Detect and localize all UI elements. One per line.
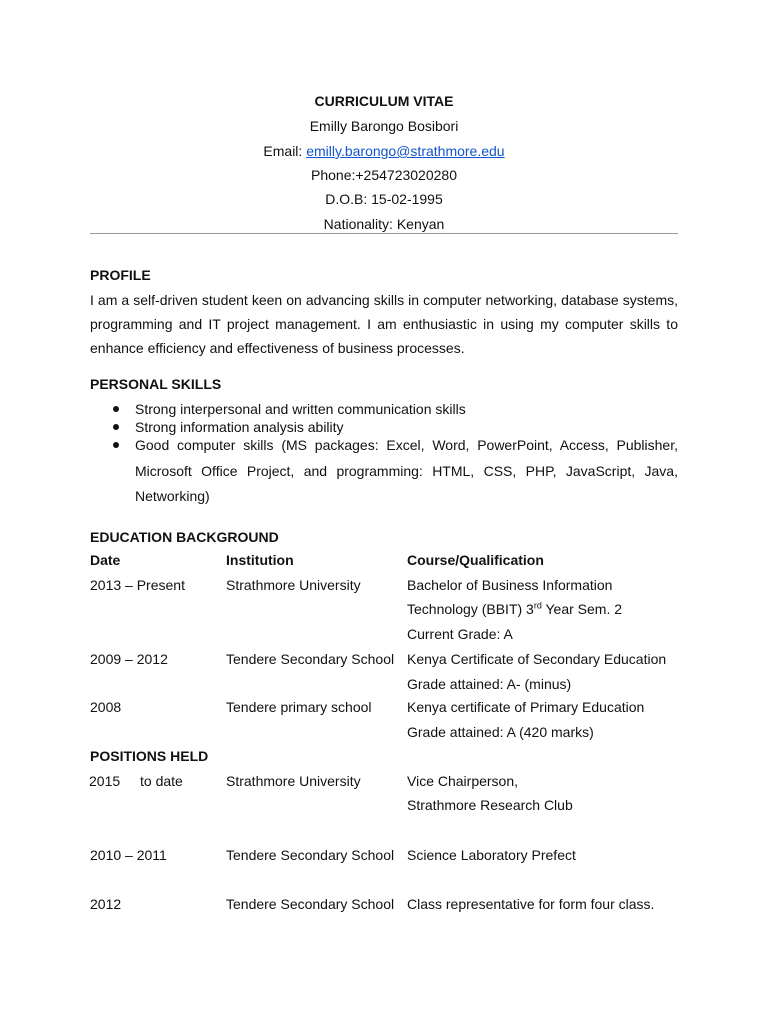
- edu-course: Kenya Certificate of Secondary Education: [407, 651, 667, 667]
- position-institution: Tendere Secondary School: [226, 896, 395, 912]
- skill-item: Strong information analysis ability: [135, 419, 344, 435]
- email-line: [0, 142, 768, 160]
- nationality-line: Nationality: Kenyan: [323, 216, 445, 232]
- phone-line: Phone:+254723020280: [311, 167, 457, 183]
- profile-line-2: programming and IT project management. I am enthusiastic in using my computer skills to: [90, 316, 678, 332]
- profile-heading: PROFILE: [90, 267, 151, 283]
- position-role: Vice Chairperson,: [407, 773, 519, 789]
- edu-course: Kenya certificate of Primary Education: [407, 699, 645, 715]
- edu-grade: Grade attained: A- (minus): [407, 676, 572, 692]
- position-date: 2010 – 2011: [90, 847, 167, 863]
- skill-item-line: Microsoft Office Project, and programming: HTML, CSS, PHP, JavaScript, Java,: [135, 463, 678, 479]
- edu-date: 2008: [90, 699, 122, 715]
- bullet-icon: [113, 424, 119, 430]
- edu-institution: Tendere Secondary School: [226, 651, 395, 667]
- dob-line: D.O.B: 15-02-1995: [325, 191, 443, 207]
- edu-institution: Tendere primary school: [226, 699, 372, 715]
- edu-course-part: Technology (BBIT) 3: [407, 601, 534, 617]
- header-divider: [90, 233, 678, 234]
- col-header-date: Date: [90, 552, 121, 568]
- bullet-icon: [113, 406, 119, 412]
- profile-line-1: I am a self-driven student keen on advancing skills in computer networking, database systems,: [90, 292, 678, 308]
- skill-item: Strong interpersonal and written communication skills: [135, 401, 466, 417]
- position-institution: Tendere Secondary School: [226, 847, 395, 863]
- profile-line-3: enhance efficiency and effectiveness of business processes.: [90, 340, 465, 356]
- edu-grade: Grade attained: A (420 marks): [407, 724, 594, 740]
- position-year: 2015: [89, 773, 121, 789]
- edu-course: [407, 600, 622, 618]
- email-link[interactable]: emilly.barongo@strathmore.edu: [306, 143, 505, 159]
- skill-item-line: Networking): [135, 488, 210, 504]
- skill-item-line: Good computer skills (MS packages: Excel, Word, PowerPoint, Access, Publisher,: [135, 437, 678, 453]
- positions-heading: POSITIONS HELD: [90, 748, 209, 764]
- full-name: Emilly Barongo Bosibori: [309, 118, 459, 134]
- edu-course-sup: rd: [533, 600, 542, 611]
- edu-date: 2009 – 2012: [90, 651, 168, 667]
- email-label: Email:: [263, 143, 307, 159]
- position-date: 2012: [90, 896, 122, 912]
- skills-heading: PERSONAL SKILLS: [90, 376, 222, 392]
- position-institution: Strathmore University: [226, 773, 361, 789]
- col-header-institution: Institution: [226, 552, 294, 568]
- position-role: Class representative for form four class.: [407, 896, 655, 912]
- position-role: Strathmore Research Club: [407, 797, 573, 813]
- col-header-course: Course/Qualification: [407, 552, 544, 568]
- edu-date: 2013 – Present: [90, 577, 185, 593]
- position-role: Science Laboratory Prefect: [407, 847, 576, 863]
- cv-title: CURRICULUM VITAE: [314, 93, 454, 109]
- bullet-icon: [113, 442, 119, 448]
- edu-grade: Current Grade: A: [407, 626, 513, 642]
- edu-course-part: Year Sem. 2: [541, 601, 623, 617]
- edu-course: Bachelor of Business Information: [407, 577, 613, 593]
- education-heading: EDUCATION BACKGROUND: [90, 529, 279, 545]
- position-to-date: to date: [140, 773, 183, 789]
- edu-institution: Strathmore University: [226, 577, 361, 593]
